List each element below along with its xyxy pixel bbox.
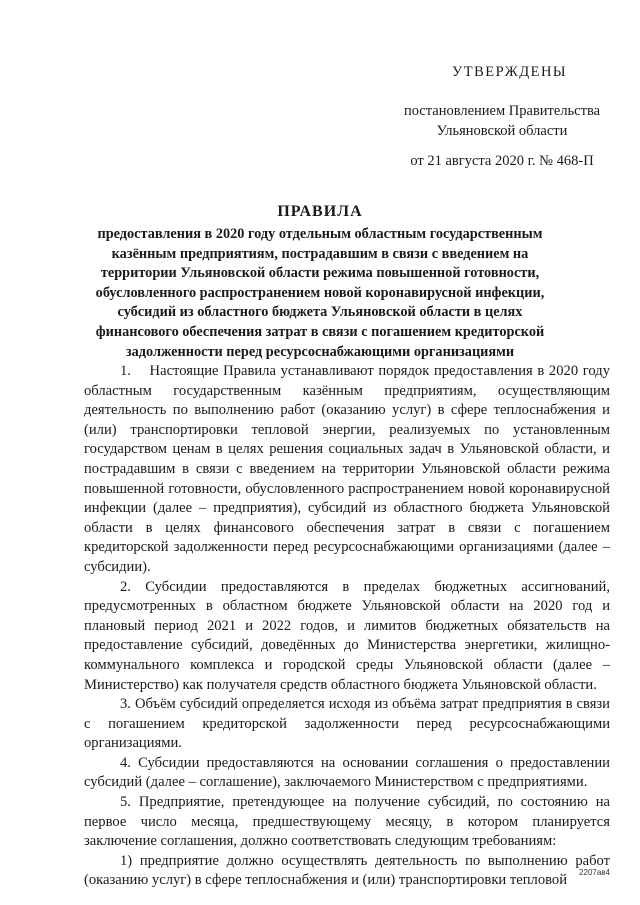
approved-label: УТВЕРЖДЕНЫ (452, 64, 568, 80)
document-code: 2207ав4 (579, 868, 610, 877)
document-title: ПРАВИЛА (277, 203, 363, 220)
paragraph-3: 3. Объём субсидий определяется исходя из объёма затрат предприятия в связи с погашением кредиторской задолженности перед ресурсоснабжающими организациями. (84, 696, 610, 752)
paragraph-5-item-1: 1) предприятие должно осуществлять деятельность по выполнению работ (оказанию услуг) в сфере теплоснабжения и (или) транспортировки тепловой (84, 852, 610, 889)
approval-line-2: Ульяновской области (436, 123, 568, 139)
paragraph-5: 5. Предприятие, претендующее на получение субсидий, по состоянию на первое число месяца, предшествующему месяцу, в котором планируется заключение соглашения, должно соответствовать следующим требованиям: (84, 794, 610, 850)
paragraph-1: 1. Настоящие Правила устанавливают порядок предоставления в 2020 году областным государственным казённым предприятиям, осуществляющим деятельность по выполнению работ (оказанию услуг) в сфере теплоснабжения и (или) транспортировки тепловой энергии, реализуемых по установленным государством ценам в целях решения социальных задач в Ульяновской области, и пострадавшим в связи с введением на территории Ульяновской области режима повышенной готовности, обусловленного распространением новой коронавирусной инфекции (далее – предприятия), субсидий из областного бюджета Ульяновской области в целях финансового обеспечения затрат в связи с погашением кредиторской задолженности перед ресурсоснабжающими организациями (далее – субсидии). (84, 363, 610, 575)
approval-date: от 21 августа 2020 г. № 468-П (410, 153, 594, 169)
approval-line-1: постановлением Правительства (403, 103, 601, 119)
paragraph-4: 4. Субсидии предоставляются на основании соглашения о предоставлении субсидий (далее – соглашение), заключаемого Министерством с предприятиями. (84, 754, 610, 791)
document-body (84, 362, 610, 891)
approval-issuer (394, 101, 610, 141)
document-subtitle: предоставления в 2020 году отдельным областным государственным казённым предприятиям, пострадавшим в связи с введением на территории Ульяновской области режима повышенной готовности, обусловленного распространением новой коронавирусной инфекции, субсидий из областного бюджета Ульяновской области в целях финансового обеспечения затрат в связи с погашением кредиторской задолженности перед ресурсоснабжающими организациями (95, 226, 545, 360)
paragraph-2: 2. Субсидии предоставляются в пределах бюджетных ассигнований, предусмотренных в областном бюджете Ульяновской области на 2020 год и плановый период 2021 и 2022 годов, и лимитов бюджетных обязательств на предоставление субсидий, доведённых до Министерства энергетики, жилищно-коммунального комплекса и городской среды Ульяновской области (далее – Министерство) как получателя средств областного бюджета Ульяновской области. (84, 578, 610, 693)
